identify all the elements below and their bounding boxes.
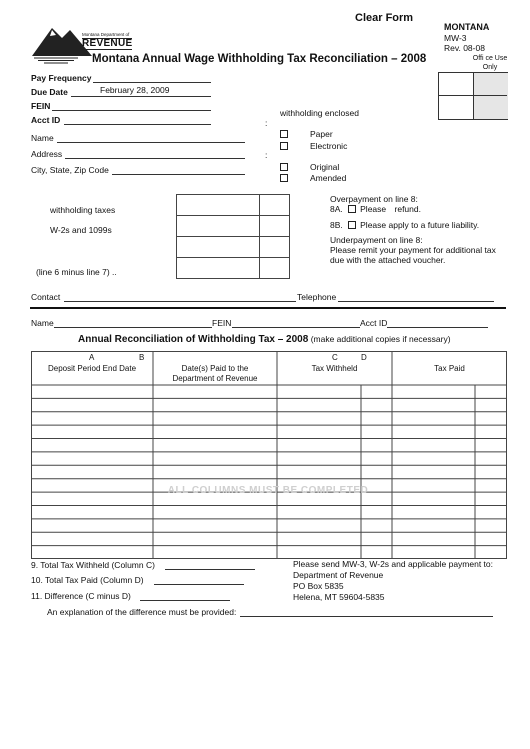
line6-label: (line 6 minus line 7) .. (36, 267, 117, 277)
col-b-marker: B (139, 353, 145, 362)
revision: Rev. 08-08 (444, 43, 485, 53)
option-8a-label: 8A. (330, 204, 343, 214)
paper-option[interactable] (280, 129, 292, 139)
col-c-marker: C (332, 353, 338, 362)
amended-option[interactable] (280, 173, 292, 183)
withholding-enclosed-label: withholding enclosed (280, 108, 359, 118)
logo-title: REVENUE (82, 38, 133, 49)
line9-field[interactable] (165, 559, 255, 570)
fein-field[interactable] (52, 100, 211, 111)
colon-1: : (265, 118, 268, 128)
tax-withheld-header: Tax Withheld (311, 364, 358, 373)
original-label: Original (310, 162, 340, 172)
acct-id-label: Acct ID (31, 115, 61, 125)
office-use-label: Offi ce Use Only (472, 55, 508, 71)
col-a-marker: A (89, 353, 95, 362)
pay-frequency-field[interactable] (93, 72, 211, 83)
line9-label: 9. Total Tax Withheld (Column C) (31, 560, 155, 570)
underpayment-label: Underpayment on line 8: (330, 235, 423, 245)
send-instructions: Please send MW-3, W-2s and applicable payment to: (293, 559, 494, 569)
telephone-label: Telephone (297, 292, 337, 302)
deposit-period-header: Deposit Period End Date (47, 364, 137, 373)
refund-label: refund. (394, 204, 421, 214)
cents-cell[interactable] (260, 195, 290, 216)
form-number: MW-3 (444, 33, 467, 43)
address-label: Address (31, 149, 63, 159)
line11-label: 11. Difference (C minus D) (31, 591, 131, 601)
colon-2: : (265, 150, 268, 160)
amount-cell[interactable] (177, 237, 260, 258)
future-liability-label: Please apply to a future liability. (360, 220, 480, 230)
acct-row-label: Acct ID (360, 318, 388, 328)
col-d-marker: D (361, 353, 367, 362)
contact-field[interactable] (64, 291, 296, 302)
line10-field[interactable] (154, 574, 244, 585)
w2s-label: W-2s and 1099s (50, 225, 112, 235)
city-label: City, State, Zip Code (31, 165, 109, 175)
reconciliation-note: (make additional copies if necessary) (310, 334, 451, 344)
amount-cell[interactable] (177, 195, 260, 216)
amount-cell[interactable] (177, 258, 260, 279)
option-8a[interactable] (330, 204, 421, 214)
form-title: Montana Annual Wage Withholding Tax Reconciliation – 2008 (92, 53, 427, 65)
due-date-value: February 28, 2009 (100, 85, 170, 95)
please-label: Please (360, 204, 387, 214)
name-field[interactable] (57, 132, 245, 143)
contact-label: Contact (31, 292, 61, 302)
electronic-checkbox[interactable] (280, 142, 288, 150)
name-row-label: Name (31, 318, 54, 328)
name-label: Name (31, 133, 54, 143)
telephone-field[interactable] (338, 291, 494, 302)
remit-text: Please remit your payment for additional tax due with the attached voucher. (330, 245, 496, 265)
amended-checkbox[interactable] (280, 174, 288, 182)
watermark: ALL COLUMNS MUST BE COMPLETED (167, 485, 369, 496)
clear-form-button[interactable]: Clear Form (355, 12, 414, 24)
overpayment-label: Overpayment on line 8: (330, 194, 418, 204)
amount-cell[interactable] (177, 216, 260, 237)
cents-cell[interactable] (260, 237, 290, 258)
line10-label: 10. Total Tax Paid (Column D) (31, 575, 144, 585)
paper-checkbox[interactable] (280, 130, 288, 138)
pay-frequency-label: Pay Frequency (31, 73, 92, 83)
electronic-option[interactable] (280, 141, 292, 151)
paper-label: Paper (310, 129, 333, 139)
po-box: PO Box 5835 (293, 581, 344, 591)
address-field[interactable] (65, 148, 245, 159)
city-field[interactable] (112, 164, 245, 175)
name-row-field[interactable] (54, 317, 212, 328)
original-checkbox[interactable] (280, 163, 288, 171)
withholding-taxes-label: withholding taxes (50, 205, 116, 215)
summary-amount-grid (176, 194, 290, 279)
line11-field[interactable] (140, 590, 230, 601)
fein-row-label: FEIN (212, 318, 232, 328)
city-address: Helena, MT 59604-5835 (293, 592, 385, 602)
option-8b[interactable] (330, 220, 479, 230)
fein-label: FEIN (31, 101, 51, 111)
electronic-label: Electronic (310, 141, 348, 151)
reconciliation-title: Annual Reconciliation of Withholding Tax – 2008 (78, 334, 309, 345)
refund-checkbox[interactable] (348, 205, 356, 213)
acct-id-field[interactable] (64, 114, 211, 125)
state-label: MONTANA (444, 22, 490, 32)
future-liability-checkbox[interactable] (348, 221, 356, 229)
explanation-field[interactable] (240, 606, 493, 617)
reconciliation-heading (78, 334, 451, 345)
logo-subtitle: Montana Department of (82, 32, 130, 37)
cents-cell[interactable] (260, 216, 290, 237)
amended-label: Amended (310, 173, 347, 183)
original-option[interactable] (280, 162, 292, 172)
explanation-label: An explanation of the difference must be provided: (47, 607, 237, 617)
section-divider (30, 307, 506, 309)
option-8b-label: 8B. (330, 220, 343, 230)
table-grid (31, 351, 507, 559)
dept-address: Department of Revenue (293, 570, 384, 580)
acct-row-field[interactable] (387, 317, 488, 328)
cents-cell[interactable] (260, 258, 290, 279)
reconciliation-table (31, 351, 507, 559)
dates-paid-header: Date(s) Paid to the Department of Revenue (172, 364, 258, 383)
fein-row-field[interactable] (232, 317, 360, 328)
tax-paid-header: Tax Paid (434, 364, 465, 373)
due-date-label: Due Date (31, 87, 68, 97)
office-use-box (438, 72, 508, 120)
